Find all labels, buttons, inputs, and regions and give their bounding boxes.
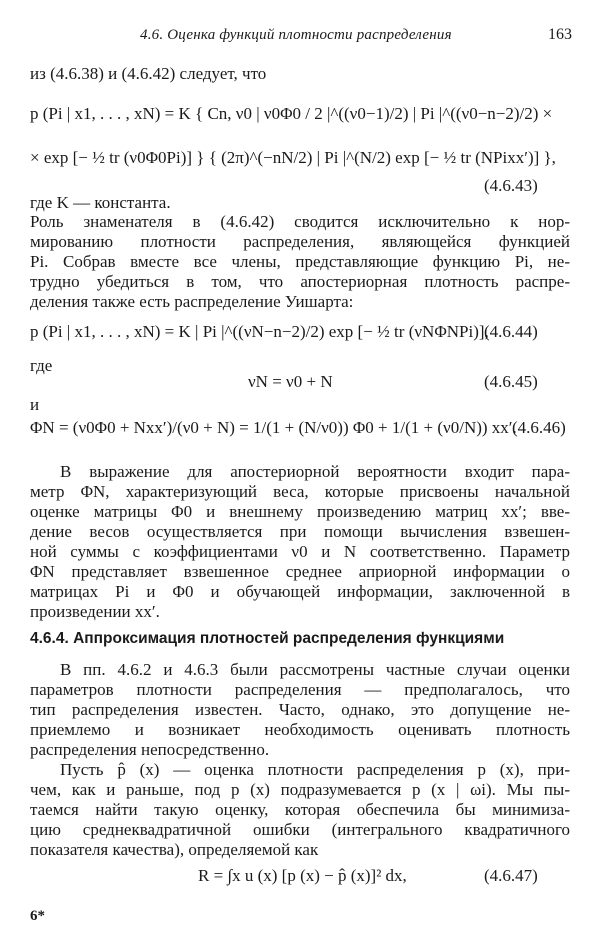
- paragraph-line: деления также есть распределение Уишарта:: [30, 292, 354, 311]
- equation-4-6-45: νN = ν0 + N: [248, 372, 333, 391]
- where-k-line: где K — константа.: [30, 193, 171, 212]
- equation-number-4-6-47: (4.6.47): [484, 866, 538, 885]
- paragraph-line: ной суммы с коэффициентами ν0 и N соответственно. Параметр: [30, 542, 570, 561]
- paragraph-line: матрицах Pi и Φ0 и обучающей информации, заключенной в: [30, 582, 570, 601]
- equation-number-4-6-43: (4.6.43): [484, 176, 538, 195]
- equation-4-6-44: p (Pi | x1, . . . , xN) = K | Pi |^((νN−n−2)/2) exp [− ½ tr (νNΦNPi)],: [30, 322, 489, 341]
- equation-number-4-6-45: (4.6.45): [484, 372, 538, 391]
- equation-4-6-43-line1: p (Pi | x1, . . . , xN) = K { Cn, ν0 | ν0Φ0 / 2 |^((ν0−1)/2) | Pi |^((ν0−n−2)/2) ×: [30, 104, 553, 123]
- paragraph-line: Роль знаменателя в (4.6.42) сводится исключительно к нор-: [30, 212, 570, 231]
- paragraph-line: таемся найти такую оценку, которая обеспечила бы минимиза-: [30, 800, 570, 819]
- paragraph-line: В пп. 4.6.2 и 4.6.3 были рассмотрены частные случаи оценки: [60, 660, 570, 679]
- paragraph-line: ΦN представляет взвешенное среднее априорной информации о: [30, 562, 570, 581]
- equation-4-6-47: R = ∫x u (x) [p (x) − p̂ (x)]² dx,: [198, 866, 407, 885]
- equation-number-4-6-44: (4.6.44): [484, 322, 538, 341]
- intro-line: из (4.6.38) и (4.6.42) следует, что: [30, 64, 267, 83]
- paragraph-line: мированию плотности распределения, являющейся функцией: [30, 232, 570, 251]
- paragraph-line: оценке матрицы Φ0 и внешнему произведению матриц xx′; вве-: [30, 502, 570, 521]
- paragraph-line: произведении xx′.: [30, 602, 160, 621]
- paragraph-line: Pi. Собрав вместе все члены, представляющие функцию Pi, не-: [30, 252, 570, 271]
- equation-4-6-46: ΦN = (ν0Φ0 + Nxx′)/(ν0 + N) = 1/(1 + (N/ν0)) Φ0 + 1/(1 + (ν0/N)) xx′.: [30, 418, 517, 437]
- page-number: 163: [548, 26, 572, 43]
- paragraph-line: цию среднеквадратичной ошибки (интегрального квадратичного: [30, 820, 570, 839]
- paragraph-line: тип распределения известен. Часто, однако, это допущение не-: [30, 700, 570, 719]
- paragraph-line: чем, как и раньше, под p (x) подразумевается p (x | ωi). Мы пы-: [30, 780, 570, 799]
- paragraph-line: дение весов осуществляется при помощи вычисления взвешен-: [30, 522, 570, 541]
- paragraph-line: распределения непосредственно.: [30, 740, 270, 759]
- paragraph-line: параметров плотности распределения — предполагалось, что: [30, 680, 570, 699]
- paragraph-line: В выражение для апостериорной вероятности входит пара-: [60, 462, 570, 481]
- where-line: где: [30, 356, 53, 375]
- paragraph-line: показателя качества), определяемой как: [30, 840, 319, 859]
- and-line: и: [30, 395, 40, 414]
- paragraph-line: Пусть p̂ (x) — оценка плотности распределения p (x), при-: [60, 760, 570, 779]
- equation-number-4-6-46: (4.6.46): [512, 418, 566, 437]
- paragraph-line: приемлемо и возникает необходимость оценивать плотность: [30, 720, 570, 739]
- running-title: 4.6. Оценка функций плотности распределения: [140, 27, 452, 43]
- signature-mark: 6*: [30, 908, 45, 924]
- paragraph-line: трудно убедиться в том, что апостериорная плотность распре-: [30, 272, 570, 291]
- equation-4-6-43-line2: × exp [− ½ tr (ν0Φ0Pi)] } { (2π)^(−nN/2) | Pi |^(N/2) exp [− ½ tr (NPixx′)] },: [30, 148, 556, 167]
- section-heading: 4.6.4. Аппроксимация плотностей распределения функциями: [30, 630, 505, 647]
- paragraph-line: метр ΦN, характеризующий веса, которые присвоены начальной: [30, 482, 570, 501]
